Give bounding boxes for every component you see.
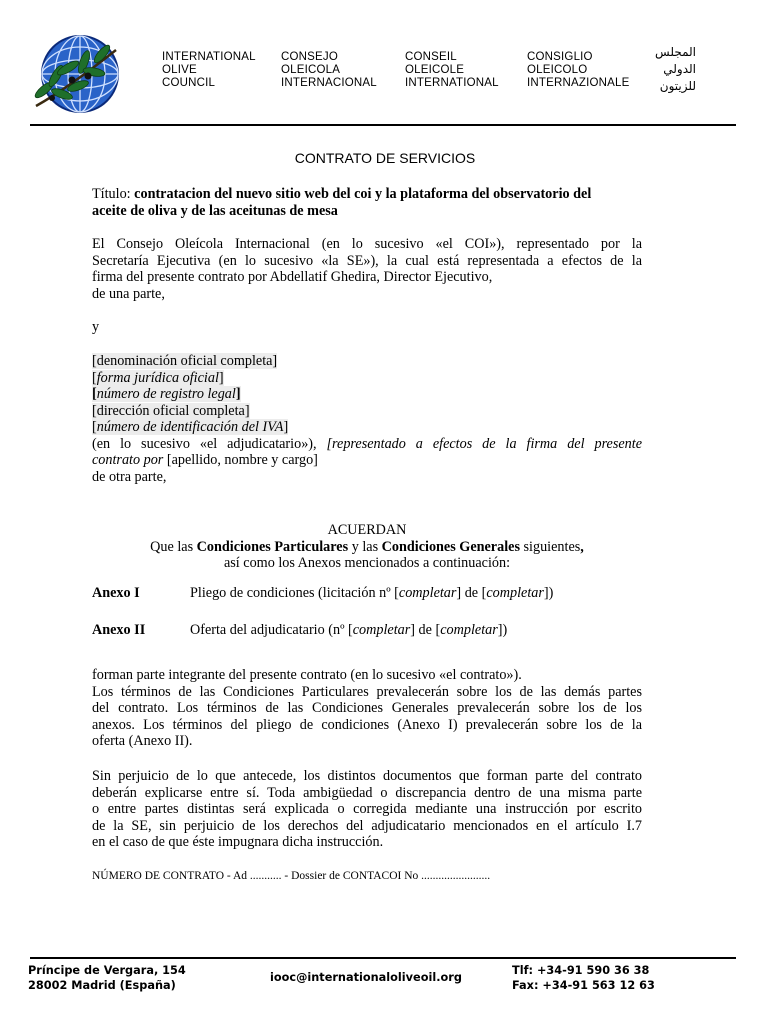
agreement-heading: ACUERDAN Que las Condiciones Particulares y las Condiciones Generales siguientes, así como los Anexos mencionados a continuación:	[150, 522, 584, 571]
annex-label: Anexo II	[92, 622, 146, 638]
org-name-spanish: CONSEJO OLEICOLA INTERNACIONAL	[281, 51, 377, 89]
official-name-placeholder: [denominación oficial completa]	[92, 353, 278, 369]
header-divider	[30, 124, 736, 126]
interpretation-paragraph: Sin perjuicio de lo que antecede, los distintos documentos que forman parte del contrato deberán explicarse entre sí. Toda ambigüedad o discrepancia dentro de una misma parte o entre partes distintas será explicada o corregida mediante una instrucción por escrito de la SE, sin perjuicio de los derechos del adjudicatario mencionados en el artículo I.7 en el caso de que éste impugnara dicha instrucción.	[92, 768, 642, 850]
annex-label: Anexo I	[92, 585, 140, 601]
globe-olive-branch-icon	[28, 28, 126, 120]
footer-phone-fax: Tlf: +34-91 590 36 38 Fax: +34-91 563 12 63	[512, 964, 655, 992]
second-party-block: [denominación oficial completa] [forma jurídica oficial] [número de registro legal] [dirección oficial completa] [número de identificación del IVA] (en lo sucesivo «el adjudicatario»), [representado a efectos de la firma del presente contrato por [apellido, nombre y cargo] de otra parte,	[92, 353, 643, 485]
contract-number-line: NÚMERO DE CONTRATO - Ad ........... - Dossier de CONTACOI No ........................	[92, 870, 491, 882]
footer-divider	[30, 957, 736, 959]
org-name-french: CONSEIL OLEICOLE INTERNATIONAL	[405, 51, 499, 89]
address-placeholder: [dirección oficial completa]	[92, 402, 250, 419]
contract-subject: Título: contratacion del nuevo sitio web del coi y la plataforma del observatorio del aceite de oliva y de las aceitunas de mesa	[92, 186, 592, 219]
annex-description: Oferta del adjudicatario (nº [completar] de [completar])	[190, 622, 508, 638]
annex-description: Pliego de condiciones (licitación nº [completar] de [completar])	[190, 585, 554, 601]
org-name-english: INTERNATIONAL OLIVE COUNCIL	[162, 51, 256, 89]
footer-address: Príncipe de Vergara, 154 28002 Madrid (España)	[28, 964, 186, 992]
footer-email[interactable]: iooc@internationaloliveoil.org	[270, 971, 462, 984]
org-name-italian: CONSIGLIO OLEICOLO INTERNAZIONALE	[527, 51, 630, 89]
first-party-paragraph: El Consejo Oleícola Internacional (en lo sucesivo «el COI»), representado por la Secretaría Ejecutiva (en lo sucesivo «la SE»), la cual está representada a efectos de la firma del presente contrato por Abdellatif Ghedira, Director Ejecutivo, de una parte,	[92, 236, 642, 302]
org-name-arabic: المجلس الدولي للزيتون	[655, 45, 696, 93]
legal-form-placeholder: [forma jurídica oficial]	[92, 369, 224, 386]
registry-number-placeholder: [número de registro legal]	[92, 386, 241, 402]
precedence-paragraph: forman parte integrante del presente contrato (en lo sucesivo «el contrato»). Los términos de las Condiciones Particulares prevalecerán sobre los de las demás partes del contrato. Los términos de las Condiciones Generales prevalecerán sobre los de los anexos. Los términos del pliego de condiciones (Anexo I) prevalecerán sobre los de la oferta (Anexo II).	[92, 667, 642, 749]
conjunction-y: y	[92, 319, 100, 335]
vat-number-placeholder: [número de identificación del IVA]	[92, 419, 289, 435]
document-title: CONTRATO DE SERVICIOS	[294, 150, 476, 166]
